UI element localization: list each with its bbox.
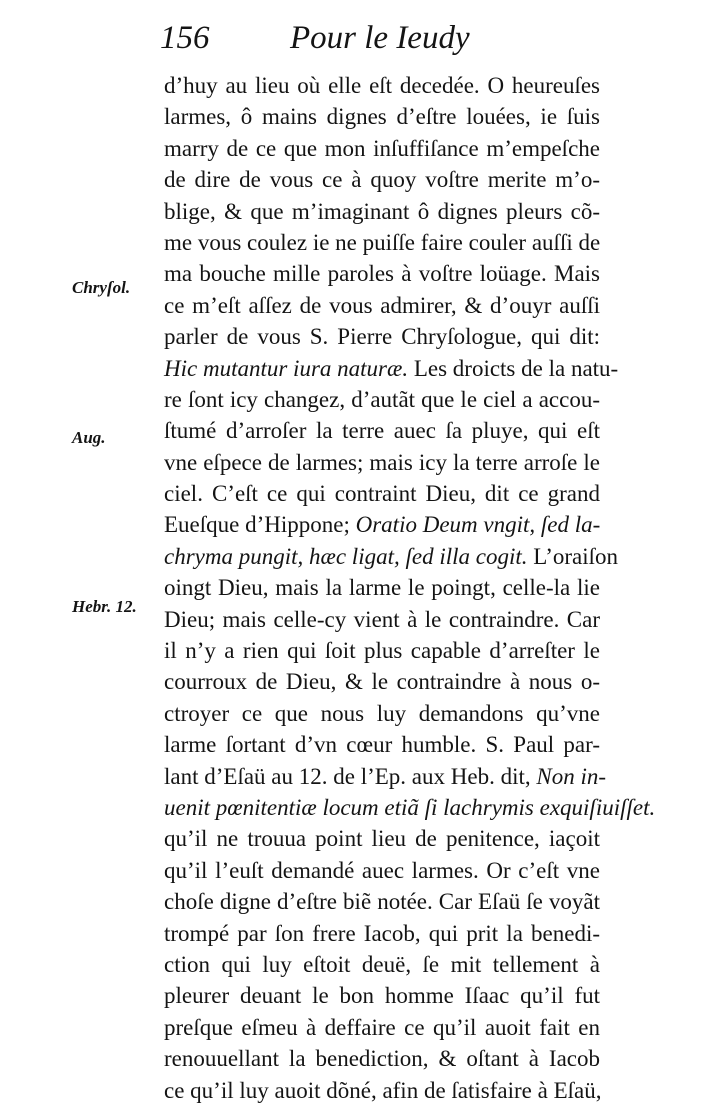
running-title: Pour le Ieudy <box>290 20 470 56</box>
text-segment: de dire de vous ce à quoy voſtre merite m’o- <box>164 167 600 193</box>
text-line <box>164 415 600 446</box>
text-segment: re ſont icy changez, d’autãt que le ciel a accou- <box>164 386 600 412</box>
text-line <box>164 604 600 635</box>
text-segment: blige, & que m’imaginant ô dignes pleurs cõ- <box>164 198 600 224</box>
latin-quote: uenit pœnitentiæ locum etiã ſi lachrymis exquiſiuiſſet. <box>164 794 656 820</box>
text-line <box>164 1075 600 1106</box>
text-line <box>164 698 600 729</box>
text-line <box>164 635 600 666</box>
text-segment: preſque eſmeu à deffaire ce qu’il auoit fait en <box>164 1014 600 1040</box>
text-segment: ciel. C’eſt ce qui contraint Dieu, dit ce grand <box>164 481 600 507</box>
text-line <box>164 384 600 415</box>
text-line <box>164 886 600 917</box>
page-header <box>160 18 600 58</box>
text-segment: L’oraiſon <box>527 543 618 569</box>
text-segment: ction qui luy eſtoit deuë, ſe mit tellement à <box>164 951 600 977</box>
text-segment: renouuellant la benediction, & oſtant à Iacob <box>164 1046 600 1072</box>
page-number: 156 <box>160 20 210 56</box>
text-segment: pleurer deuant le bon homme Iſaac qu’il fut <box>164 983 600 1009</box>
text-segment: marry de ce que mon inſuffiſance m’empeſche <box>164 135 600 161</box>
text-segment: ma bouche mille paroles à voſtre loüage. Mais <box>164 261 600 287</box>
latin-quote: Non in- <box>536 763 607 789</box>
text-line <box>164 918 600 949</box>
text-line <box>164 353 619 384</box>
text-line <box>164 949 600 980</box>
text-line <box>164 290 600 321</box>
text-line <box>164 509 600 540</box>
text-segment: il n’y a rien qui ſoit plus capable d’arreſter le <box>164 638 600 664</box>
text-segment: parler de vous S. Pierre Chryſologue, qui dit: <box>164 324 600 350</box>
text-line <box>164 447 600 478</box>
text-segment: trompé par ſon frere Iacob, qui prit la benedi- <box>164 920 600 946</box>
text-line <box>164 792 656 823</box>
text-line <box>164 729 600 760</box>
margin-note-hebrews: Hebr. 12. <box>72 597 137 616</box>
text-segment: ſtumé d’arroſer la terre auec ſa pluye, qui eſt <box>164 418 600 444</box>
text-segment: ce m’eſt aſſez de vous admirer, & d’ouyr auſſi <box>164 292 600 318</box>
text-line <box>164 823 600 854</box>
text-line <box>164 258 600 289</box>
text-line <box>164 666 600 697</box>
text-segment: lant d’Eſaü au 12. de l’Ep. aux Heb. dit, <box>164 763 537 789</box>
text-segment: ce qu’il luy auoit dõné, afin de ſatisfaire à Eſaü, <box>164 1077 602 1103</box>
text-segment: oingt Dieu, mais la larme le poingt, celle-la lie <box>164 575 600 601</box>
text-segment: Eueſque d’Hippone; <box>164 512 356 538</box>
text-line <box>164 1043 600 1074</box>
text-segment: larme ſortant d’vn cœur humble. S. Paul par- <box>164 732 600 758</box>
text-segment: larmes, ô mains dignes d’eſtre louées, ie ſuis <box>164 104 600 130</box>
text-segment: d’huy au lieu où elle eſt decedée. O heureuſes <box>164 73 600 98</box>
text-segment: courroux de Dieu, & le contraindre à nous o- <box>164 669 600 695</box>
text-segment: me vous coulez ie ne puiſſe faire couler auſſi de <box>164 229 601 255</box>
latin-quote: Oratio Deum vngit, ſed la- <box>355 512 601 538</box>
text-segment: Dieu; mais celle-cy vient à le contraindre. Car <box>164 606 600 632</box>
latin-quote: chryma pungit, hæc ligat, ſed illa cogit. <box>164 543 528 569</box>
latin-quote: Hic mutantur iura naturæ. <box>164 355 409 381</box>
text-line <box>164 133 600 164</box>
text-line <box>164 761 607 792</box>
text-line <box>164 980 600 1011</box>
text-line <box>164 196 600 227</box>
text-segment: qu’il ne trouua point lieu de penitence, iaçoit <box>164 826 600 852</box>
text-segment: qu’il l’euſt demandé auec larmes. Or c’eſt vne <box>164 857 600 883</box>
margin-note-chrysologue: Chryſol. <box>72 278 131 297</box>
text-line <box>164 572 600 603</box>
text-line <box>164 321 600 352</box>
body-text <box>164 70 656 1106</box>
margin-note-augustine: Aug. <box>72 428 106 447</box>
text-segment: choſe digne d’eſtre biẽ notée. Car Eſaü ſe voyãt <box>164 889 600 915</box>
text-line <box>164 541 618 572</box>
text-line <box>164 70 600 101</box>
text-line <box>164 227 600 258</box>
text-line <box>164 164 600 195</box>
text-segment: vne eſpece de larmes; mais icy la terre arroſe le <box>164 449 600 475</box>
text-line <box>164 101 600 132</box>
text-line <box>164 1012 600 1043</box>
text-line <box>164 478 600 509</box>
text-line <box>164 855 600 886</box>
text-segment: Les droicts de la natu- <box>408 355 619 381</box>
text-segment: ctroyer ce que nous luy demandons qu’vne <box>164 700 600 726</box>
